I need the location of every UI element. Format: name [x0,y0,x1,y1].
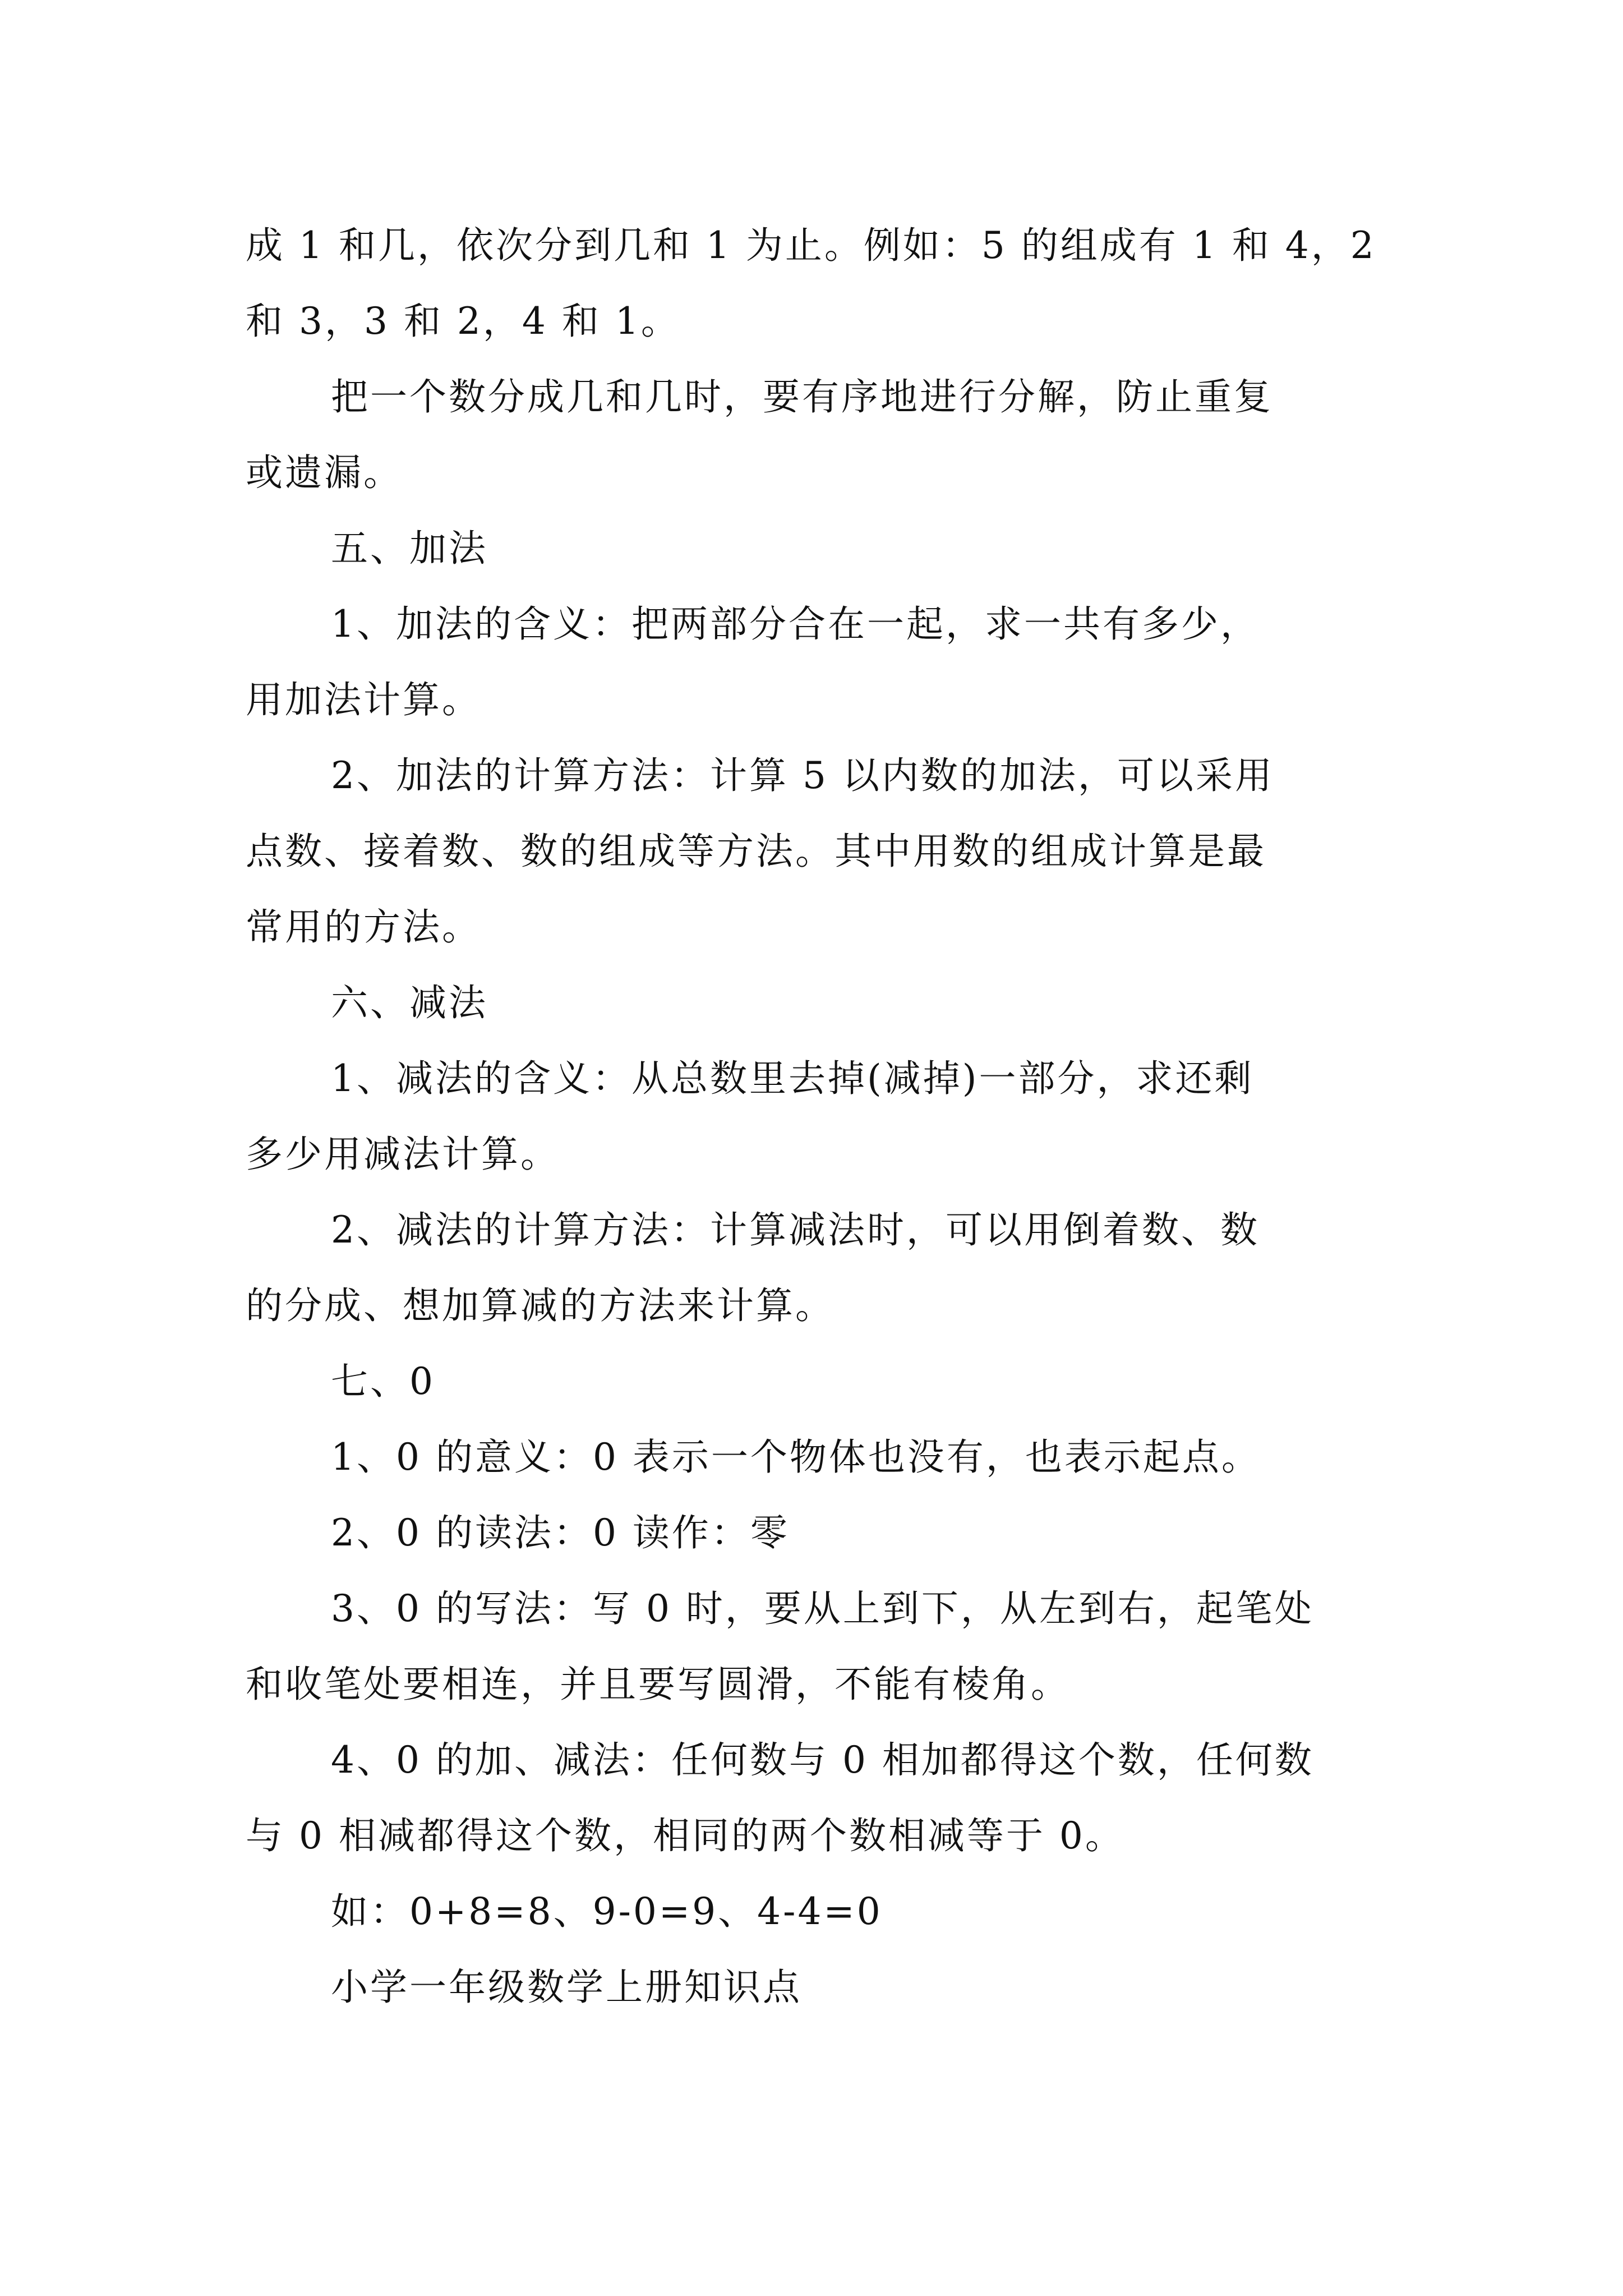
text-line: 2、减法的计算方法：计算减法时，可以用倒着数、数 [331,1208,1260,1251]
text-line: 3、0 的写法：写 0 时，要从上到下，从左到右，起笔处 [331,1587,1314,1630]
text-line: 多少用减法计算。 [246,1133,560,1176]
text-line: 或遗漏。 [246,451,403,494]
text-line: 2、0 的读法：0 读作：零 [331,1511,790,1554]
text-line: 1、减法的含义：从总数里去掉(减掉)一部分，求还剩 [331,1057,1254,1100]
section-heading-subtraction: 六、减法 [331,981,488,1024]
text-line: 用加法计算。 [246,678,481,721]
text-line: 成 1 和几，依次分到几和 1 为止。例如：5 的组成有 1 和 4，2 [246,224,1376,267]
section-heading-addition: 五、加法 [331,527,488,570]
text-line: 和 3，3 和 2，4 和 1。 [246,300,680,343]
text-line: 常用的方法。 [246,905,481,949]
text-line: 4、0 的加、减法：任何数与 0 相加都得这个数，任何数 [331,1738,1314,1782]
text-line: 2、加法的计算方法：计算 5 以内数的加法，可以采用 [331,754,1274,797]
document-subtitle: 小学一年级数学上册知识点 [331,1966,802,2009]
text-line: 点数、接着数、数的组成等方法。其中用数的组成计算是最 [246,830,1266,873]
text-line: 1、加法的含义：把两部分合在一起，求一共有多少， [331,602,1260,646]
text-line: 把一个数分成几和几时，要有序地进行分解，防止重复 [331,375,1273,418]
example-line: 如：0+8=8、9-0=9、4-4=0 [331,1890,883,1933]
text-line: 和收笔处要相连，并且要写圆滑，不能有棱角。 [246,1663,1070,1706]
text-line: 与 0 相减都得这个数，相同的两个数相减等于 0。 [246,1814,1124,1857]
section-heading-zero: 七、0 [331,1360,435,1403]
text-line: 的分成、想加算减的方法来计算。 [246,1284,834,1327]
text-line: 1、0 的意义：0 表示一个物体也没有，也表示起点。 [331,1435,1261,1479]
